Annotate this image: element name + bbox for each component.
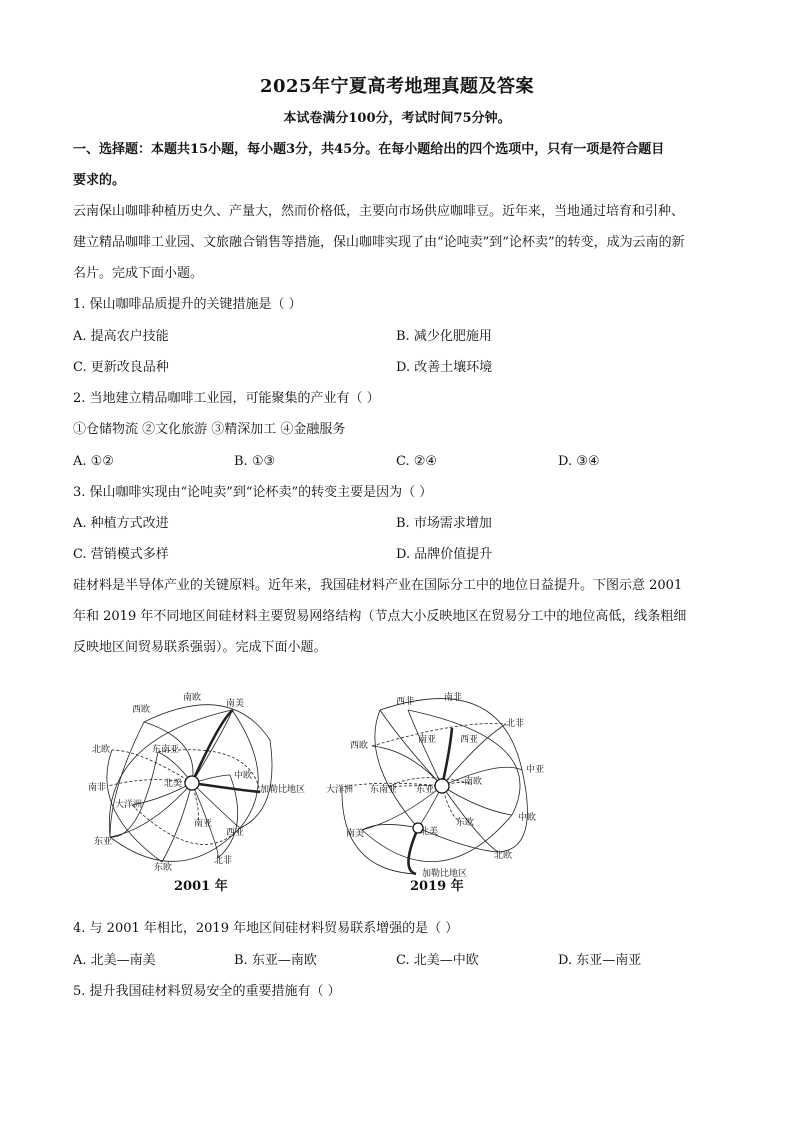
section-heading-line-2: 要求的。 <box>73 173 126 188</box>
question-2-stem: 2. 当地建立精品咖啡工业园，可能聚集的产业有（ ） <box>73 391 380 406</box>
label-2019-oceania: 大洋洲 <box>326 785 354 795</box>
edge <box>132 805 240 844</box>
question-1-option-c: C. 更新改良品种 <box>73 360 169 375</box>
label-2019-e-europe: 东欧 <box>456 818 475 828</box>
label-2019-n-europe: 北欧 <box>494 851 513 861</box>
label-2019-w-asia: 西亚 <box>460 735 479 745</box>
question-4-option-d: D. 东亚—南亚 <box>558 953 642 968</box>
question-1-option-a: A. 提高农户技能 <box>73 329 169 344</box>
label-2001-e-europe: 东欧 <box>154 863 173 873</box>
label-2019-n-america: 北美 <box>420 827 439 837</box>
edge <box>232 710 258 828</box>
edge-thick <box>442 728 452 786</box>
section-heading-line-1: 一、选择题：本题共15小题，每小题3分，共45分。在每小题给出的四个选项中，只有一项是符合题目 <box>73 142 665 157</box>
question-1-option-b: B. 减少化肥施用 <box>396 329 492 344</box>
label-2019-c-europe: 中欧 <box>518 813 537 823</box>
label-2001-s-africa: 南非 <box>88 783 107 793</box>
edge <box>110 722 144 837</box>
label-2019-s-europe: 南欧 <box>464 777 483 787</box>
label-2001-se-asia: 东南亚 <box>152 745 180 755</box>
question-2-option-b: B. ①③ <box>234 454 276 469</box>
label-2019-w-africa: 西非 <box>396 697 415 707</box>
edge-thick <box>192 783 260 792</box>
label-2019-s-asia: 南亚 <box>418 735 437 745</box>
question-3-option-b: B. 市场需求增加 <box>396 516 492 531</box>
page-title: 2025年宁夏高考地理真题及答案 <box>259 76 535 97</box>
label-2001-n-europe: 北欧 <box>92 745 111 755</box>
year-label-2001: 2001 年 <box>174 879 228 894</box>
question-2-option-c: C. ②④ <box>396 454 438 469</box>
question-4-option-b: B. 东亚—南欧 <box>234 953 317 968</box>
label-2001-s-europe: 南欧 <box>183 693 202 703</box>
question-4-stem: 4. 与 2001 年相比，2019 年地区间硅材料贸易联系增强的是（ ） <box>73 921 459 936</box>
question-2-option-a: A. ①② <box>73 454 114 469</box>
label-2019-n-africa: 北非 <box>506 719 525 729</box>
edge <box>144 705 272 828</box>
question-3-stem: 3. 保山咖啡实现由“论吨卖”到“论杯卖”的转变主要是因为（ ） <box>73 485 433 500</box>
node-east-asia-2019 <box>435 779 449 793</box>
node-north-america-2001 <box>185 776 199 790</box>
page-subtitle: 本试卷满分100分，考试时间75分钟。 <box>283 111 511 126</box>
question-5-stem: 5. 提升我国硅材料贸易安全的重要措施有（ ） <box>73 984 341 999</box>
label-2001-s-asia: 南亚 <box>194 819 213 829</box>
edge <box>498 770 527 852</box>
edge-thick <box>408 828 418 874</box>
edge <box>408 710 442 786</box>
question-3-option-d: D. 品牌价值提升 <box>396 547 493 562</box>
label-2001-s-america: 南美 <box>226 699 245 709</box>
question-3-option-c: C. 营销模式多样 <box>73 547 169 562</box>
label-2001-e-asia: 东亚 <box>94 837 113 847</box>
label-2019-e-asia: 东亚 <box>416 785 435 795</box>
passage-1-line-2: 建立精品咖啡工业园、文旅融合销售等措施，保山咖啡实现了由“论吨卖”到“论杯卖”的转变，成为云南的新 <box>73 235 685 250</box>
question-2-option-d: D. ③④ <box>558 454 600 469</box>
question-4-option-c: C. 北美—中欧 <box>396 953 479 968</box>
edge <box>110 752 158 837</box>
label-2001-n-america: 北美 <box>164 779 183 789</box>
label-2019-s-africa: 南非 <box>444 693 463 703</box>
edge-thick <box>192 710 233 783</box>
passage-2-line-3: 反映地区间贸易联系强弱）。完成下面小题。 <box>73 640 327 655</box>
label-2001-oceania: 大洋洲 <box>115 800 143 810</box>
label-2001-n-africa: 北非 <box>214 856 233 866</box>
passage-1-line-3: 名片。完成下面小题。 <box>73 266 204 281</box>
question-2-items: ①仓储物流 ②文化旅游 ③精深加工 ④金融服务 <box>73 422 346 437</box>
edge <box>380 710 442 786</box>
edge <box>375 710 418 828</box>
label-2001-caribbean: 加勒比地区 <box>260 785 306 795</box>
question-1-stem: 1. 保山咖啡品质提升的关键措施是（ ） <box>73 297 302 312</box>
question-3-option-a: A. 种植方式改进 <box>73 516 169 531</box>
year-label-2019: 2019 年 <box>410 879 464 894</box>
label-2019-c-asia: 中亚 <box>526 765 545 775</box>
edge <box>109 710 232 837</box>
question-1-option-d: D. 改善土壤环境 <box>396 360 493 375</box>
trade-network-figure <box>80 680 560 900</box>
passage-1-line-1: 云南保山咖啡种植历史久、产量大，然而价格低，主要向市场供应咖啡豆。近年来，当地通过培育和引种、 <box>73 204 685 219</box>
label-2019-w-europe: 西欧 <box>350 741 369 751</box>
label-2019-s-america: 南美 <box>346 829 365 839</box>
label-2019-caribbean: 加勒比地区 <box>422 869 468 879</box>
label-2019-se-asia: 东南亚 <box>370 785 398 795</box>
edge <box>110 783 192 837</box>
label-2001-w-europe: 西欧 <box>132 705 151 715</box>
passage-2-line-2: 年和 2019 年不同地区间硅材料主要贸易网络结构（节点大小反映地区在贸易分工中的地位高低，线条粗细 <box>73 609 687 624</box>
label-2001-c-europe: 中欧 <box>234 771 253 781</box>
passage-2-line-1: 硅材料是半导体产业的关键原料。近年来，我国硅材料产业在国际分工中的地位日益提升。下图示意 2001 <box>73 578 683 593</box>
label-2001-w-asia: 西亚 <box>226 828 245 838</box>
question-4-option-a: A. 北美—南美 <box>73 953 156 968</box>
